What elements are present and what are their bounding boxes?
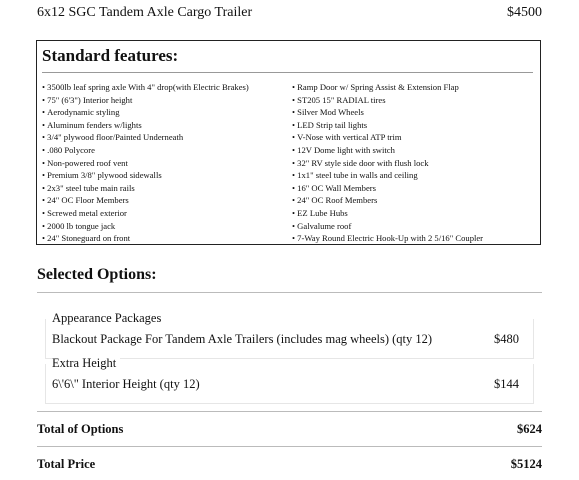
option-group-appearance — [45, 311, 534, 359]
option-group-name: Appearance Packages — [52, 311, 165, 326]
feature-item: • Ramp Door w/ Spring Assist & Extension Flap — [292, 81, 483, 94]
selected-options-heading: Selected Options: — [37, 266, 157, 283]
feature-item: • V-Nose with vertical ATP trim — [292, 131, 483, 144]
features-heading: Standard features: — [42, 46, 179, 65]
features-right-list — [292, 81, 483, 245]
feature-item: • .080 Polycore — [42, 144, 292, 157]
feature-item: • 16" OC Wall Members — [292, 182, 483, 195]
option-group-extra-height — [45, 356, 534, 404]
total-price-value: $5124 — [510, 457, 542, 471]
option-item-name: 6\'6\" Interior Height (qty 12) — [52, 377, 200, 391]
feature-item: • 32" RV style side door with flush lock — [292, 157, 483, 170]
feature-item: • Premium 3/8" plywood sidewalls — [42, 169, 292, 182]
feature-item: • 3500lb leaf spring axle With 4" drop(with Electric Brakes) — [42, 81, 292, 94]
feature-item: • 24" OC Floor Members — [42, 194, 292, 207]
total-price-label: Total Price — [37, 457, 96, 471]
feature-item: • 75" (6'3") Interior height — [42, 94, 292, 107]
feature-item: • 24" OC Roof Members — [292, 194, 483, 207]
feature-item: • Aerodynamic styling — [42, 106, 292, 119]
options-divider — [37, 292, 542, 293]
option-item-price: $480 — [494, 332, 519, 346]
standard-features-box — [36, 40, 541, 245]
features-divider — [42, 72, 533, 73]
feature-item: • 7-Way Round Electric Hook-Up with 2 5/16" Coupler — [292, 232, 483, 245]
option-item-price: $144 — [494, 377, 519, 391]
totals-divider-top — [37, 411, 542, 412]
product-title: 6x12 SGC Tandem Axle Cargo Trailer — [37, 5, 253, 20]
feature-item: • 24" Stoneguard on front — [42, 232, 292, 245]
total-options-value: $624 — [517, 422, 542, 436]
feature-item: • 2000 lb tongue jack — [42, 220, 292, 233]
features-left-list — [42, 81, 292, 245]
feature-item: • ST205 15" RADIAL tires — [292, 94, 483, 107]
product-header — [37, 5, 542, 23]
feature-item: • EZ Lube Hubs — [292, 207, 483, 220]
feature-item: • 12V Dome light with switch — [292, 144, 483, 157]
option-group-name: Extra Height — [52, 356, 120, 371]
option-item-name: Blackout Package For Tandem Axle Trailers (includes mag wheels) (qty 12) — [52, 332, 433, 346]
total-options-label: Total of Options — [37, 422, 124, 436]
feature-item: • 2x3" steel tube main rails — [42, 182, 292, 195]
feature-item: • 3/4" plywood floor/Painted Underneath — [42, 131, 292, 144]
feature-item: • Screwed metal exterior — [42, 207, 292, 220]
feature-item: • Non-powered roof vent — [42, 157, 292, 170]
feature-item: • LED Strip tail lights — [292, 119, 483, 132]
feature-item: • Aluminum fenders w/lights — [42, 119, 292, 132]
feature-item: • Galvalume roof — [292, 220, 483, 233]
totals-divider — [37, 446, 542, 447]
product-price: $4500 — [507, 5, 542, 20]
feature-item: • 1x1" steel tube in walls and ceiling — [292, 169, 483, 182]
feature-item: • Silver Mod Wheels — [292, 106, 483, 119]
